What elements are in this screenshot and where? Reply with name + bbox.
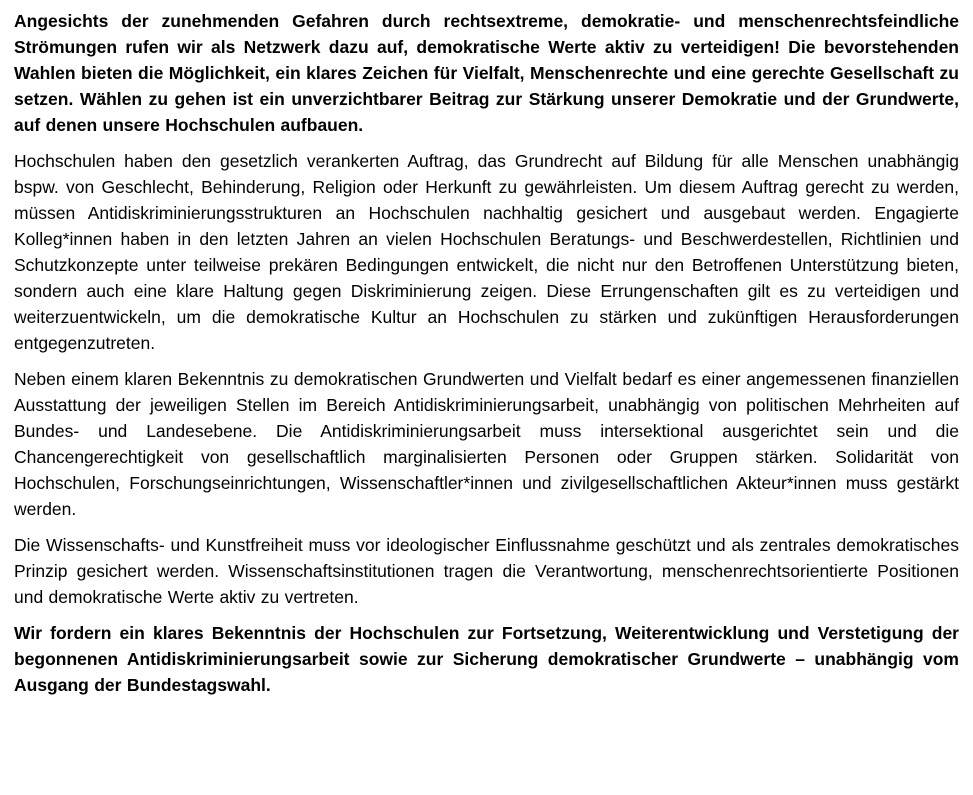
paragraph-finanzielle-ausstattung: Neben einem klaren Bekenntnis zu demokratischen Grundwerten und Vielfalt bedarf es einer angemessenen finanziellen Ausstattung der jeweiligen Stellen im Bereich Antidiskriminierungsarbeit, unabhängig von politischen Mehrheiten auf Bundes- und Landesebene. Die Antidiskriminierungsarbeit muss intersektional ausgerichtet sein und die Chancengerechtigkeit von gesellschaftlich marginalisierten Personen oder Gruppen stärken. Solidarität von Hochschulen, Forschungseinrichtungen, Wissenschaftler*innen und zivilgesellschaftlichen Akteur*innen muss gestärkt werden. bbox=[14, 369, 959, 519]
paragraph-wissenschaftsfreiheit: Die Wissenschafts- und Kunstfreiheit muss vor ideologischer Einflussnahme geschützt und als zentrales demokratisches Prinzip gesichert werden. Wissenschaftsinstitutionen tragen die Verantwortung, menschenrechtsorientierte Positionen und demokratische Werte aktiv zu vertreten. bbox=[14, 535, 959, 607]
paragraph-hochschulen-auftrag: Hochschulen haben den gesetzlich verankerten Auftrag, das Grundrecht auf Bildung für alle Menschen unabhängig bspw. von Geschlecht, Behinderung, Religion oder Herkunft zu gewährleisten. Um diesem Auftrag gerecht zu werden, müssen Antidiskriminierungsstrukturen an Hochschulen nachhaltig gesichert und ausgebaut werden. Engagierte Kolleg*innen haben in den letzten Jahren an vielen Hochschulen Beratungs- und Beschwerdestellen, Richtlinien und Schutzkonzepte unter teilweise prekären Bedingungen entwickelt, die nicht nur den Betroffenen Unterstützung bieten, sondern auch eine klare Haltung gegen Diskriminierung zeigen. Diese Errungenschaften gilt es zu verteidigen und weiterzuentwickeln, um die demokratische Kultur an Hochschulen zu stärken und zukünftigen Herausforderungen entgegenzutreten. bbox=[14, 151, 959, 353]
paragraph-forderung: Wir fordern ein klares Bekenntnis der Hochschulen zur Fortsetzung, Weiterentwicklung und Verstetigung der begonnenen Antidiskriminierungsarbeit sowie zur Sicherung demokratischer Grundwerte – unabhängig vom Ausgang der Bundestagswahl. bbox=[14, 623, 959, 695]
paragraph-intro-appeal: Angesichts der zunehmenden Gefahren durch rechtsextreme, demokratie- und menschenrechtsfeindliche Strömungen rufen wir als Netzwerk dazu auf, demokratische Werte aktiv zu verteidigen! Die bevorstehenden Wahlen bieten die Möglichkeit, ein klares Zeichen für Vielfalt, Menschenrechte und eine gerechte Gesellschaft zu setzen. Wählen zu gehen ist ein unverzichtbarer Beitrag zur Stärkung unserer Demokratie und der Grundwerte, auf denen unsere Hochschulen aufbauen. bbox=[14, 11, 959, 135]
